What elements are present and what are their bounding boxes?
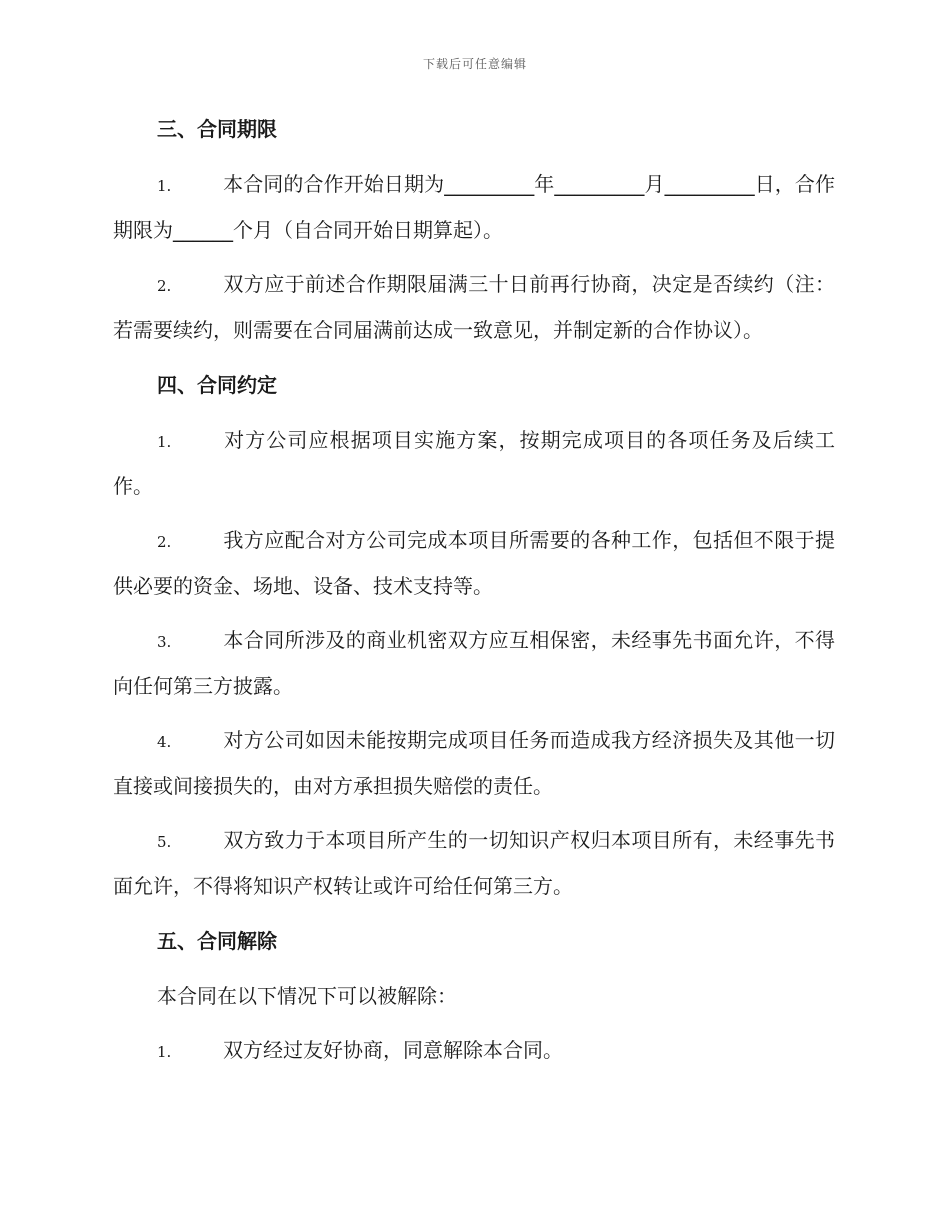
section-heading: 四、合同约定: [157, 373, 277, 397]
section-intro: 本合同在以下情况下可以被解除：: [157, 984, 457, 1008]
clause-number: 2.: [157, 277, 172, 295]
clause-number: 5.: [157, 833, 172, 851]
clause-paragraph: [113, 818, 835, 908]
clause-paragraph: [113, 262, 835, 352]
clause-text: 双方经过友好协商，同意解除本合同。: [223, 1038, 563, 1062]
section-heading: 五、合同解除: [157, 929, 277, 953]
clause-text: 我方应配合对方公司完成本项目所需要的各种工作，包括但不限于提供必要的资金、场地、设备、技术支持等。: [113, 528, 835, 598]
clause-number: 1.: [157, 433, 172, 451]
document-body: [113, 112, 835, 1084]
clause-text: 双方致力于本项目所产生的一切知识产权归本项目所有，未经事先书面允许，不得将知识产权转让或许可给任何第三方。: [113, 828, 835, 898]
clause-text: 本合同的合作开始日期为_________年_________月_________日，合作期限为______个月（自合同开始日期算起）。: [113, 172, 835, 242]
clause-text: 对方公司如因未能按期完成项目任务而造成我方经济损失及其他一切直接或间接损失的，由对方承担损失赔偿的责任。: [113, 728, 835, 798]
clause-paragraph: [113, 162, 835, 252]
clause-number: 1.: [157, 1043, 172, 1061]
clause-number: 3.: [157, 633, 172, 651]
clause-paragraph: [113, 518, 835, 608]
clause-paragraph: [113, 618, 835, 708]
clause-text: 对方公司应根据项目实施方案，按期完成项目的各项任务及后续工作。: [113, 428, 835, 498]
clause-paragraph: [113, 718, 835, 808]
clause-number: 2.: [157, 533, 172, 551]
clause-paragraph: [113, 1028, 835, 1074]
clause-text: 本合同所涉及的商业机密双方应互相保密，未经事先书面允许，不得向任何第三方披露。: [113, 628, 835, 698]
clause-text: 双方应于前述合作期限届满三十日前再行协商，决定是否续约（注：若需要续约，则需要在合同届满前达成一致意见，并制定新的合作协议）。: [113, 272, 835, 342]
clause-paragraph: [113, 418, 835, 508]
section-heading: 三、合同期限: [157, 117, 277, 141]
clause-number: 1.: [157, 177, 172, 195]
clause-number: 4.: [157, 733, 172, 751]
page-header: 下载后可任意编辑: [422, 57, 527, 71]
